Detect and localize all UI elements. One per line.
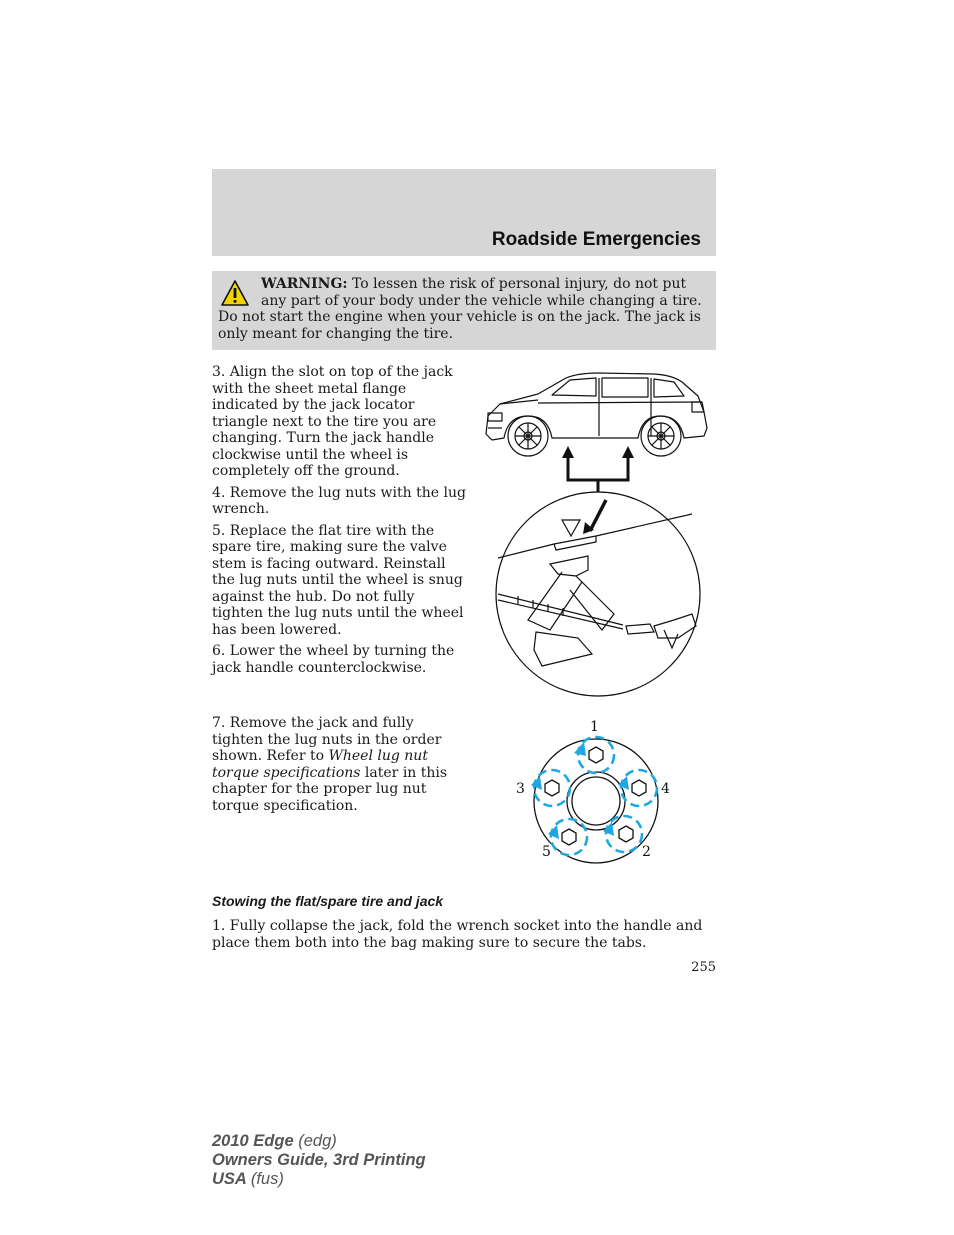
footer-model-code: (edg) [298, 1132, 337, 1150]
lug-nut-order-diagram [512, 712, 682, 870]
warning-box [212, 271, 716, 350]
vehicle-side-view [486, 373, 707, 456]
page-number: 255 [691, 960, 716, 975]
jack-placement-illustration [478, 368, 714, 700]
step-5: 5. Replace the flat tire with the spare tire, making sure the valve stem is facing outward. Reinstall the lug nuts until the wheel is snug against the hub. Do not fully tighten the lug nuts until the wheel has been lowered. [212, 522, 464, 638]
footer-line-1 [212, 1132, 426, 1151]
jack-detail-circle [496, 492, 700, 696]
footer-line-2: Owners Guide, 3rd Printing [212, 1151, 426, 1169]
jack-point-arrows [562, 446, 634, 492]
lug-label-3: 3 [516, 781, 525, 797]
step-3: 3. Align the slot on top of the jack with the sheet metal flange indicated by the jack locator triangle next to the tire you are changing. Turn the jack handle clockwise until the wheel is completely off the ground. [212, 364, 453, 479]
torque-spec-reference: Wheel lug nut torque specifications [212, 748, 428, 781]
lug-label-5: 5 [542, 844, 551, 860]
stowing-step-1: 1. Fully collapse the jack, fold the wrench socket into the handle and place them both into the bag making sure to secure the tabs. [212, 918, 703, 951]
warning-text-block [218, 276, 708, 342]
document-footer [212, 1132, 426, 1189]
warning-message: To lessen the risk of personal injury, do not put any part of your body under the vehicle while changing a tire. Do not start the engine when your vehicle is on the jack. The jack is only meant for changing the tire. [218, 276, 702, 342]
footer-market-code: (fus) [250, 1170, 284, 1188]
lug-label-4: 4 [661, 781, 670, 797]
footer-line-3 [212, 1170, 426, 1189]
step-7-text: 7. Remove the jack and fully tighten the lug nuts in the order shown. Refer to [212, 715, 442, 764]
step-4: 4. Remove the lug nuts with the lug wrench. [212, 484, 466, 517]
step-6: 6. Lower the wheel by turning the jack handle counterclockwise. [212, 643, 455, 676]
lug-label-1: 1 [590, 719, 599, 735]
jack-steps-column [212, 364, 467, 681]
tighten-step-column [212, 715, 467, 819]
footer-market: USA [212, 1170, 247, 1188]
section-header-band [212, 169, 716, 256]
lug-label-2: 2 [642, 844, 651, 860]
warning-label: WARNING: [261, 276, 348, 292]
step-7-text-end: later in this chapter for the proper lug nut torque specification. [212, 764, 448, 814]
footer-model: 2010 Edge [212, 1132, 294, 1150]
step-7 [212, 715, 467, 814]
stowing-subheading: Stowing the flat/spare tire and jack [212, 893, 444, 909]
section-title: Roadside Emergencies [491, 229, 701, 250]
